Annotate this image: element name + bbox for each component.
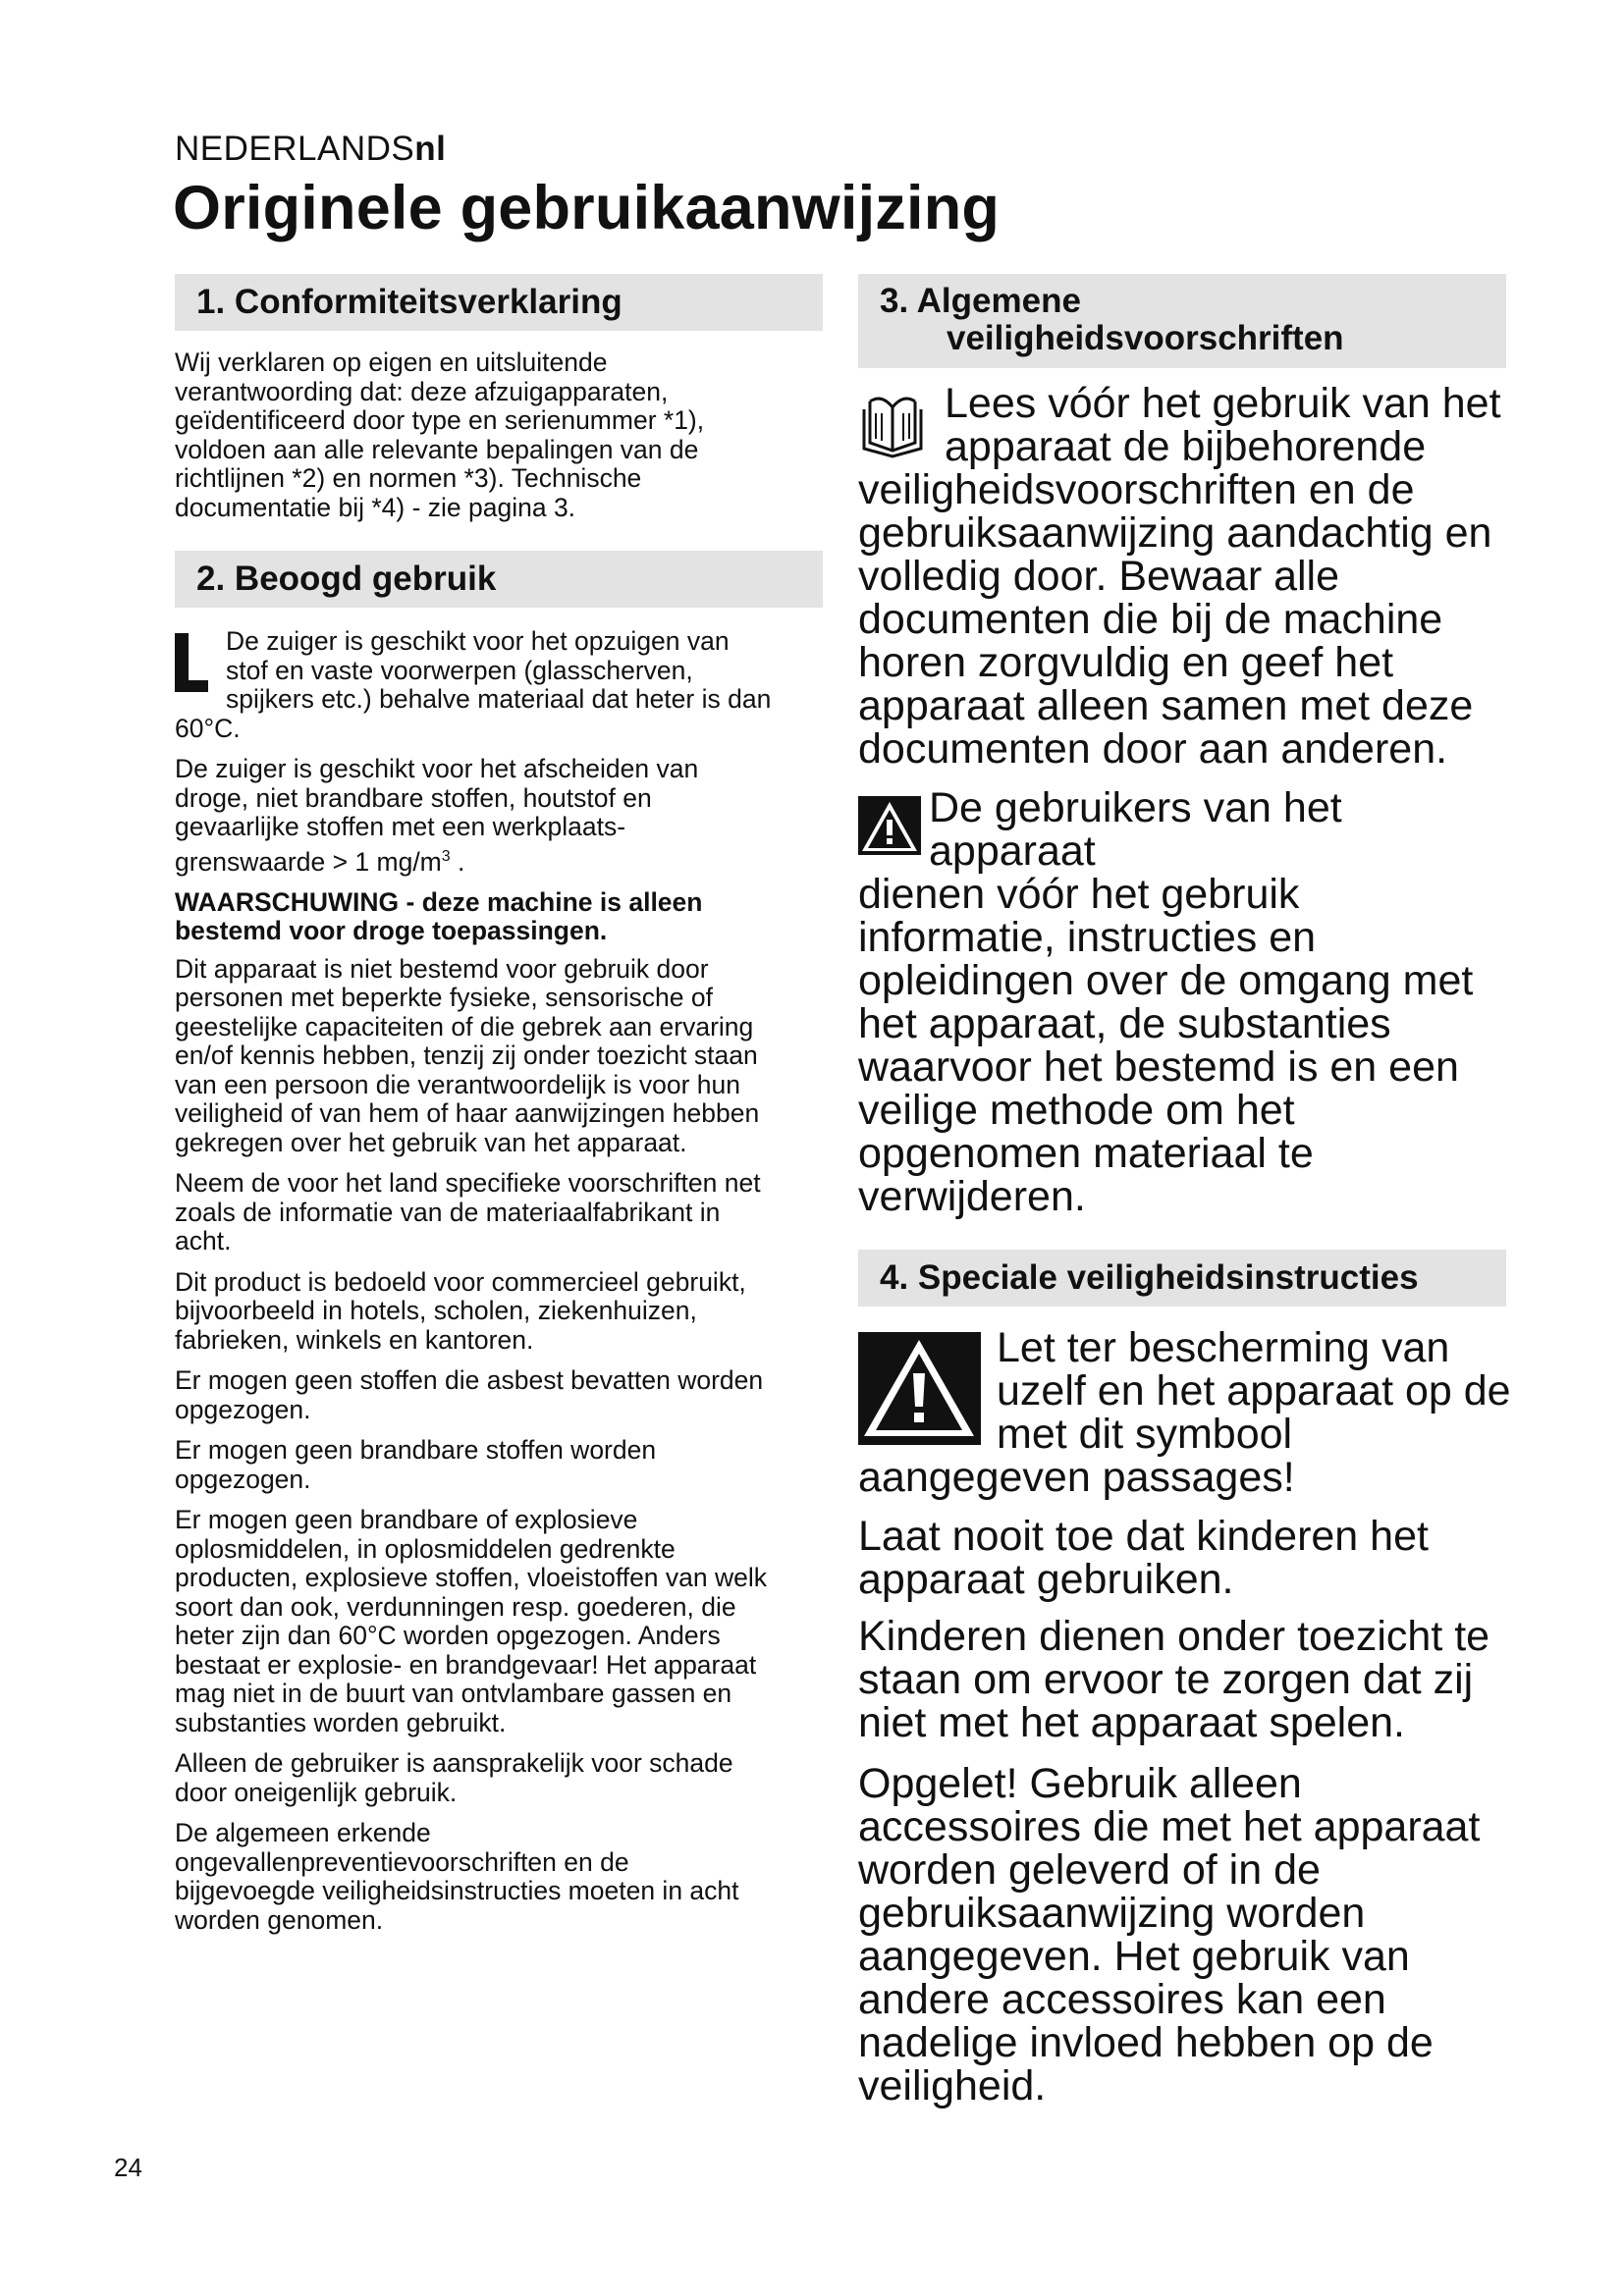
page-title: Originele gebruikaanwijzing bbox=[173, 174, 1001, 242]
persons-paragraph: Dit apparaat is niet bestemd voor gebruik door personen met beperkte fysieke, sensorische of geestelijke capaciteiten of die gebrek aan ervaring en/of kennis hebben, tenzij zij onder toezicht staan van een persoon die verantwoordelijk is voor hun veiligheid of van hem of haar aanwijzingen hebben gekregen over het gebruik van het apparaat. bbox=[175, 953, 760, 1157]
warning-triangle-icon bbox=[858, 796, 921, 855]
warning-triangle-icon bbox=[858, 1332, 981, 1445]
explosive-paragraph: Er mogen geen brandbare of explosieve oplosmiddelen, in oplosmiddelen gedrenkte producten, explosieve stoffen, vloeistoffen van welk soort dan ook, verdunningen resp. goederen, die heter zijn dan 60°C worden opgezogen. Anders bestaat er explosie- en brandgevaar! Het apparaat mag niet in de buurt van ontvlambare gassen en substanties worden gebruikt. bbox=[175, 1505, 768, 1737]
language-label: NEDERLANDSnl bbox=[175, 130, 447, 168]
page-number: 24 bbox=[114, 2153, 142, 2182]
section-3-heading: 3. Algemene veiligheidsvoorschriften bbox=[858, 274, 1506, 368]
liability-paragraph: Alleen de gebruiker is aansprakelijk voor schade door oneigenlijk gebruik. bbox=[175, 1748, 733, 1807]
user-training-paragraph: De gebruikers van het apparaat dienen vóór het gebruik informatie, instructies en opleidingen over de omgang met het apparaat, de substanties waarvoor het bestemd is en een veilige methode om het opgenomen materiaal te verwijderen. bbox=[858, 784, 1474, 1220]
supervision-paragraph: Kinderen dienen onder toezicht te staan om ervoor te zorgen dat zij niet met het apparaat spelen. bbox=[858, 1613, 1490, 1746]
flammable-paragraph: Er mogen geen brandbare stoffen worden opgezogen. bbox=[175, 1435, 657, 1494]
section-2-heading: 2. Beoogd gebruik bbox=[175, 551, 823, 608]
symbol-notice-paragraph: Let ter bescherming van uzelf en het apparaat op de met dit symbool aangegeven passages! bbox=[858, 1324, 1511, 1501]
warning-dry-use: WAARSCHUWING - deze machine is alleen bestemd voor droge toepassingen. bbox=[175, 886, 703, 946]
accessories-paragraph: Opgelet! Gebruik alleen accessoires die met het apparaat worden geleverd of in de gebruiksaanwijzing worden aangegeven. Het gebruik van andere accessoires kan een nadelige invloed hebben op de veiligheid. bbox=[858, 1760, 1481, 2109]
asbestos-paragraph: Er mogen geen stoffen die asbest bevatten worden opgezogen. bbox=[175, 1365, 764, 1424]
section-1-heading: 1. Conformiteitsverklaring bbox=[175, 274, 823, 331]
children-paragraph: Laat nooit toe dat kinderen het apparaat gebruiken. bbox=[858, 1513, 1429, 1603]
open-book-icon bbox=[858, 388, 927, 464]
l-bracket-icon bbox=[175, 633, 208, 692]
conformity-text: Wij verklaren op eigen en uitsluitende verantwoording dat: deze afzuigapparaten, geïdentificeerd door type en serienummer *1), voldoen aan alle relevante bepalingen van de richtlijnen *2) en normen *3). Technische documentatie bij *4) - zie pagina 3. bbox=[175, 347, 705, 522]
section-4-heading: 4. Speciale veiligheidsinstructies bbox=[858, 1250, 1506, 1307]
left-column bbox=[175, 274, 823, 1935]
dust-class-paragraph: De zuiger is geschikt voor het afscheiden van droge, niet brandbare stoffen, houtstof en gevaarlijke stoffen met een werkplaats- grenswaarde > 1 $mg/m^3$ . bbox=[175, 754, 699, 877]
country-rules-paragraph: Neem de voor het land specifieke voorschriften net zoals de informatie van de materiaalfabrikant in acht. bbox=[175, 1168, 761, 1256]
intended-use-paragraph: De zuiger is geschikt voor het opzuigen van stof en vaste voorwerpen (glasscherven, spijkers etc.) behalve materiaal dat heter is dan 60°C. bbox=[175, 626, 772, 743]
read-manual-paragraph: Lees vóór het gebruik van het apparaat de bijbehorende veiligheidsvoorschriften en de gebruiksaanwijzing aandachtig en volledig door. Bewaar alle documenten die bij de machine horen zorgvuldig en geef het apparaat alleen samen met deze documenten door aan anderen. bbox=[858, 380, 1501, 773]
right-column bbox=[858, 274, 1518, 2108]
prevention-paragraph: De algemeen erkende ongevallenpreventievoorschriften en de bijgevoegde veiligheidsinstructies moeten in acht worden genomen. bbox=[175, 1818, 739, 1935]
commercial-use-paragraph: Dit product is bedoeld voor commercieel gebruikt, bijvoorbeeld in hotels, scholen, ziekenhuizen, fabrieken, winkels en kantoren. bbox=[175, 1266, 746, 1355]
